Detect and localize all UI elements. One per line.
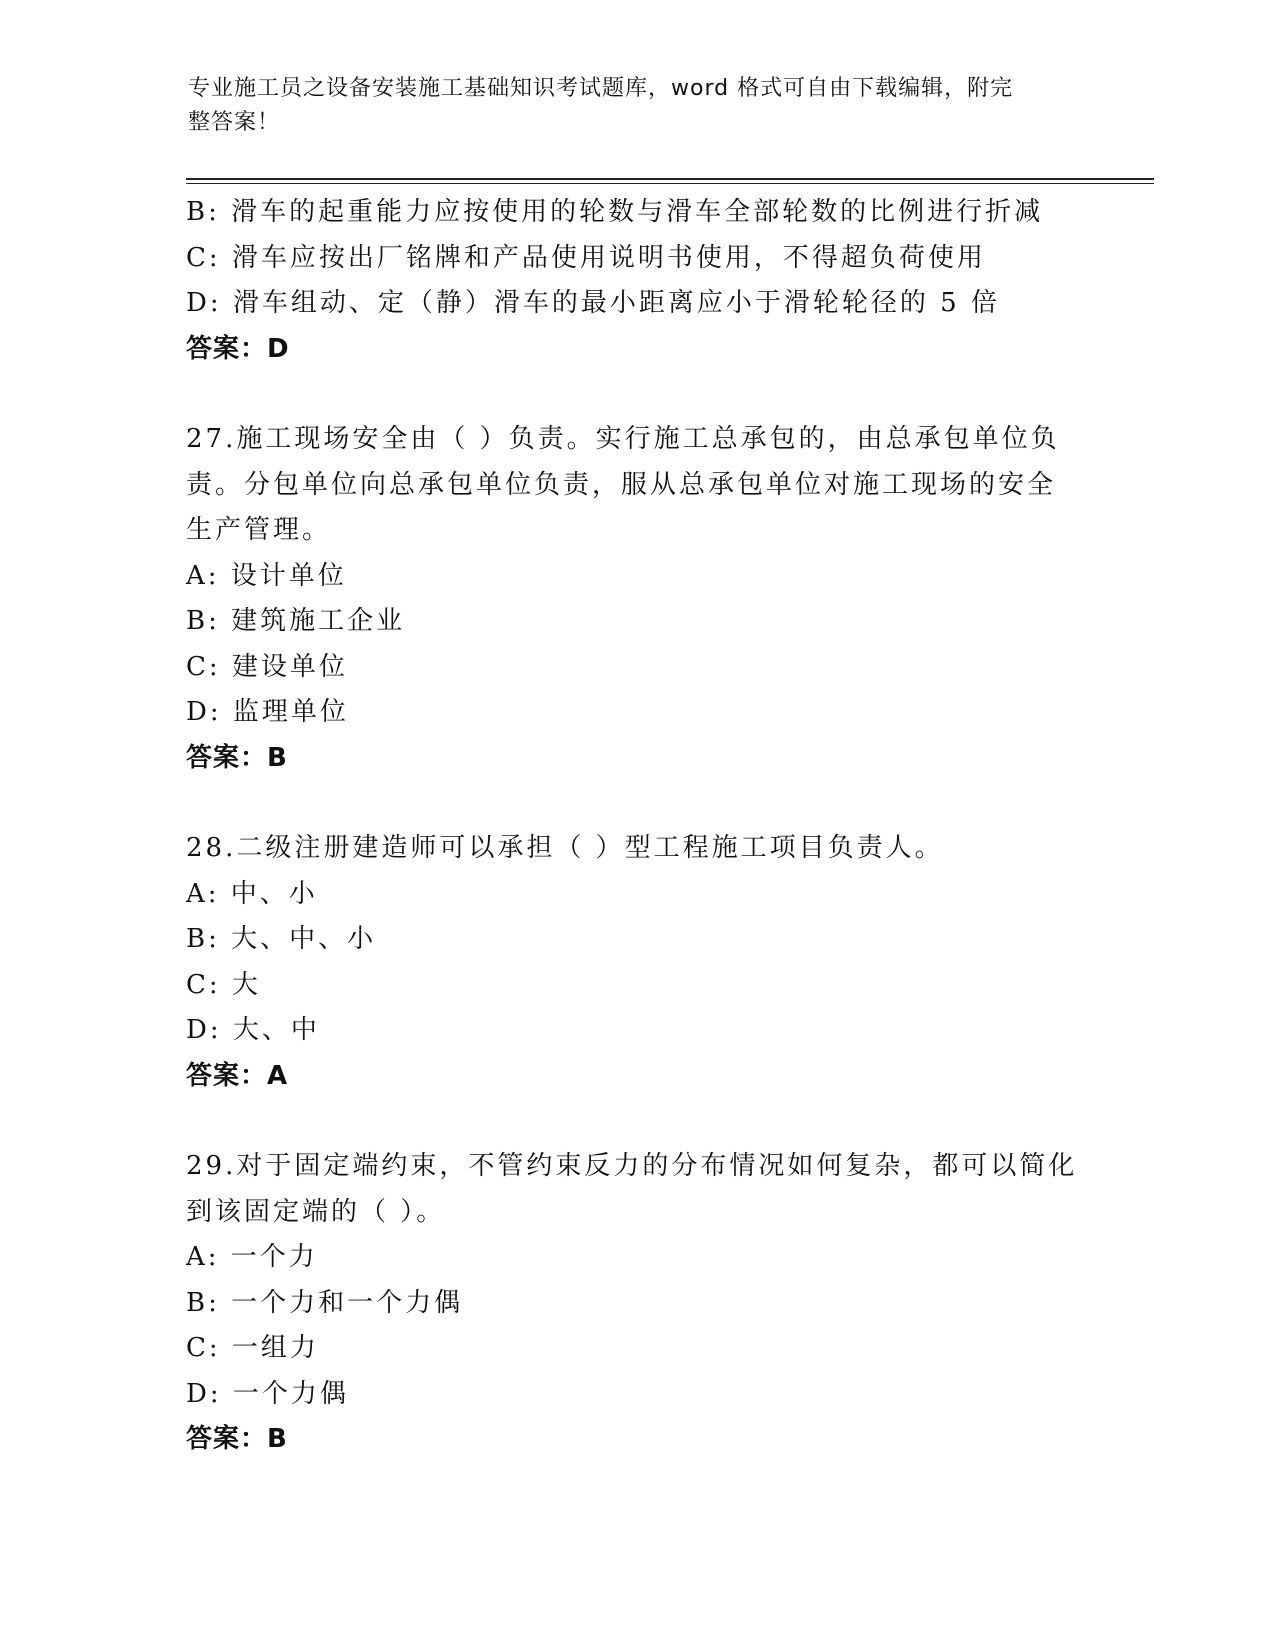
header-rule-thick — [186, 178, 1154, 180]
spacer — [186, 781, 1086, 826]
header-rule-thin — [186, 183, 1154, 184]
question-29 — [186, 1144, 1086, 1463]
question-28 — [186, 826, 1086, 1099]
document-header — [188, 72, 1088, 140]
option-line: B: 一个力和一个力偶 — [186, 1287, 464, 1318]
option-line: C: 建设单位 — [186, 651, 348, 682]
question-stem: 生产管理。 — [186, 515, 332, 545]
option-line: B: 建筑施工企业 — [186, 606, 406, 636]
answer-line: 答案：B — [186, 1424, 288, 1454]
spacer — [186, 1099, 1086, 1144]
answer-line: 答案：D — [186, 333, 290, 364]
option-line: D: 一个力偶 — [186, 1378, 349, 1409]
answer-line: 答案：A — [186, 1060, 289, 1091]
continued-question — [186, 190, 1086, 372]
spacer — [186, 372, 1086, 417]
option-line: B: 滑车的起重能力应按使用的轮数与滑车全部轮数的比例进行折减 — [186, 197, 1044, 227]
option-line: D: 大、中 — [186, 1015, 320, 1045]
question-stem: 28.二级注册建造师可以承担（ ）型工程施工项目负责人。 — [186, 833, 944, 863]
header-line-2: 整答案！ — [188, 110, 281, 135]
option-line: C: 大 — [186, 969, 261, 1000]
option-line: B: 大、中、小 — [186, 924, 377, 954]
option-line: D: 监理单位 — [186, 697, 349, 727]
option-line: A: 一个力 — [186, 1242, 318, 1272]
question-stem: 到该固定端的（ ）。 — [186, 1196, 446, 1227]
option-line: C: 滑车应按出厂铭牌和产品使用说明书使用，不得超负荷使用 — [186, 242, 986, 273]
option-line: A: 中、小 — [186, 878, 318, 909]
question-stem: 29.对于固定端约束，不管约束反力的分布情况如何复杂，都可以简化 — [186, 1151, 1078, 1181]
option-line: A: 设计单位 — [186, 560, 347, 591]
answer-line: 答案：B — [186, 742, 288, 773]
question-27 — [186, 417, 1086, 781]
option-line: C: 一组力 — [186, 1333, 319, 1363]
option-line: D: 滑车组动、定（静）滑车的最小距离应小于滑轮轮径的 5 倍 — [186, 288, 1000, 318]
question-content — [186, 190, 1086, 1463]
question-stem: 27.施工现场安全由（ ）负责。实行施工总承包的，由总承包单位负 — [186, 424, 1060, 454]
question-stem: 责。分包单位向总承包单位负责，服从总承包单位对施工现场的安全 — [186, 469, 1057, 500]
header-line-1: 专业施工员之设备安装施工基础知识考试题库，word 格式可自由下载编辑，附完 — [188, 76, 1014, 101]
